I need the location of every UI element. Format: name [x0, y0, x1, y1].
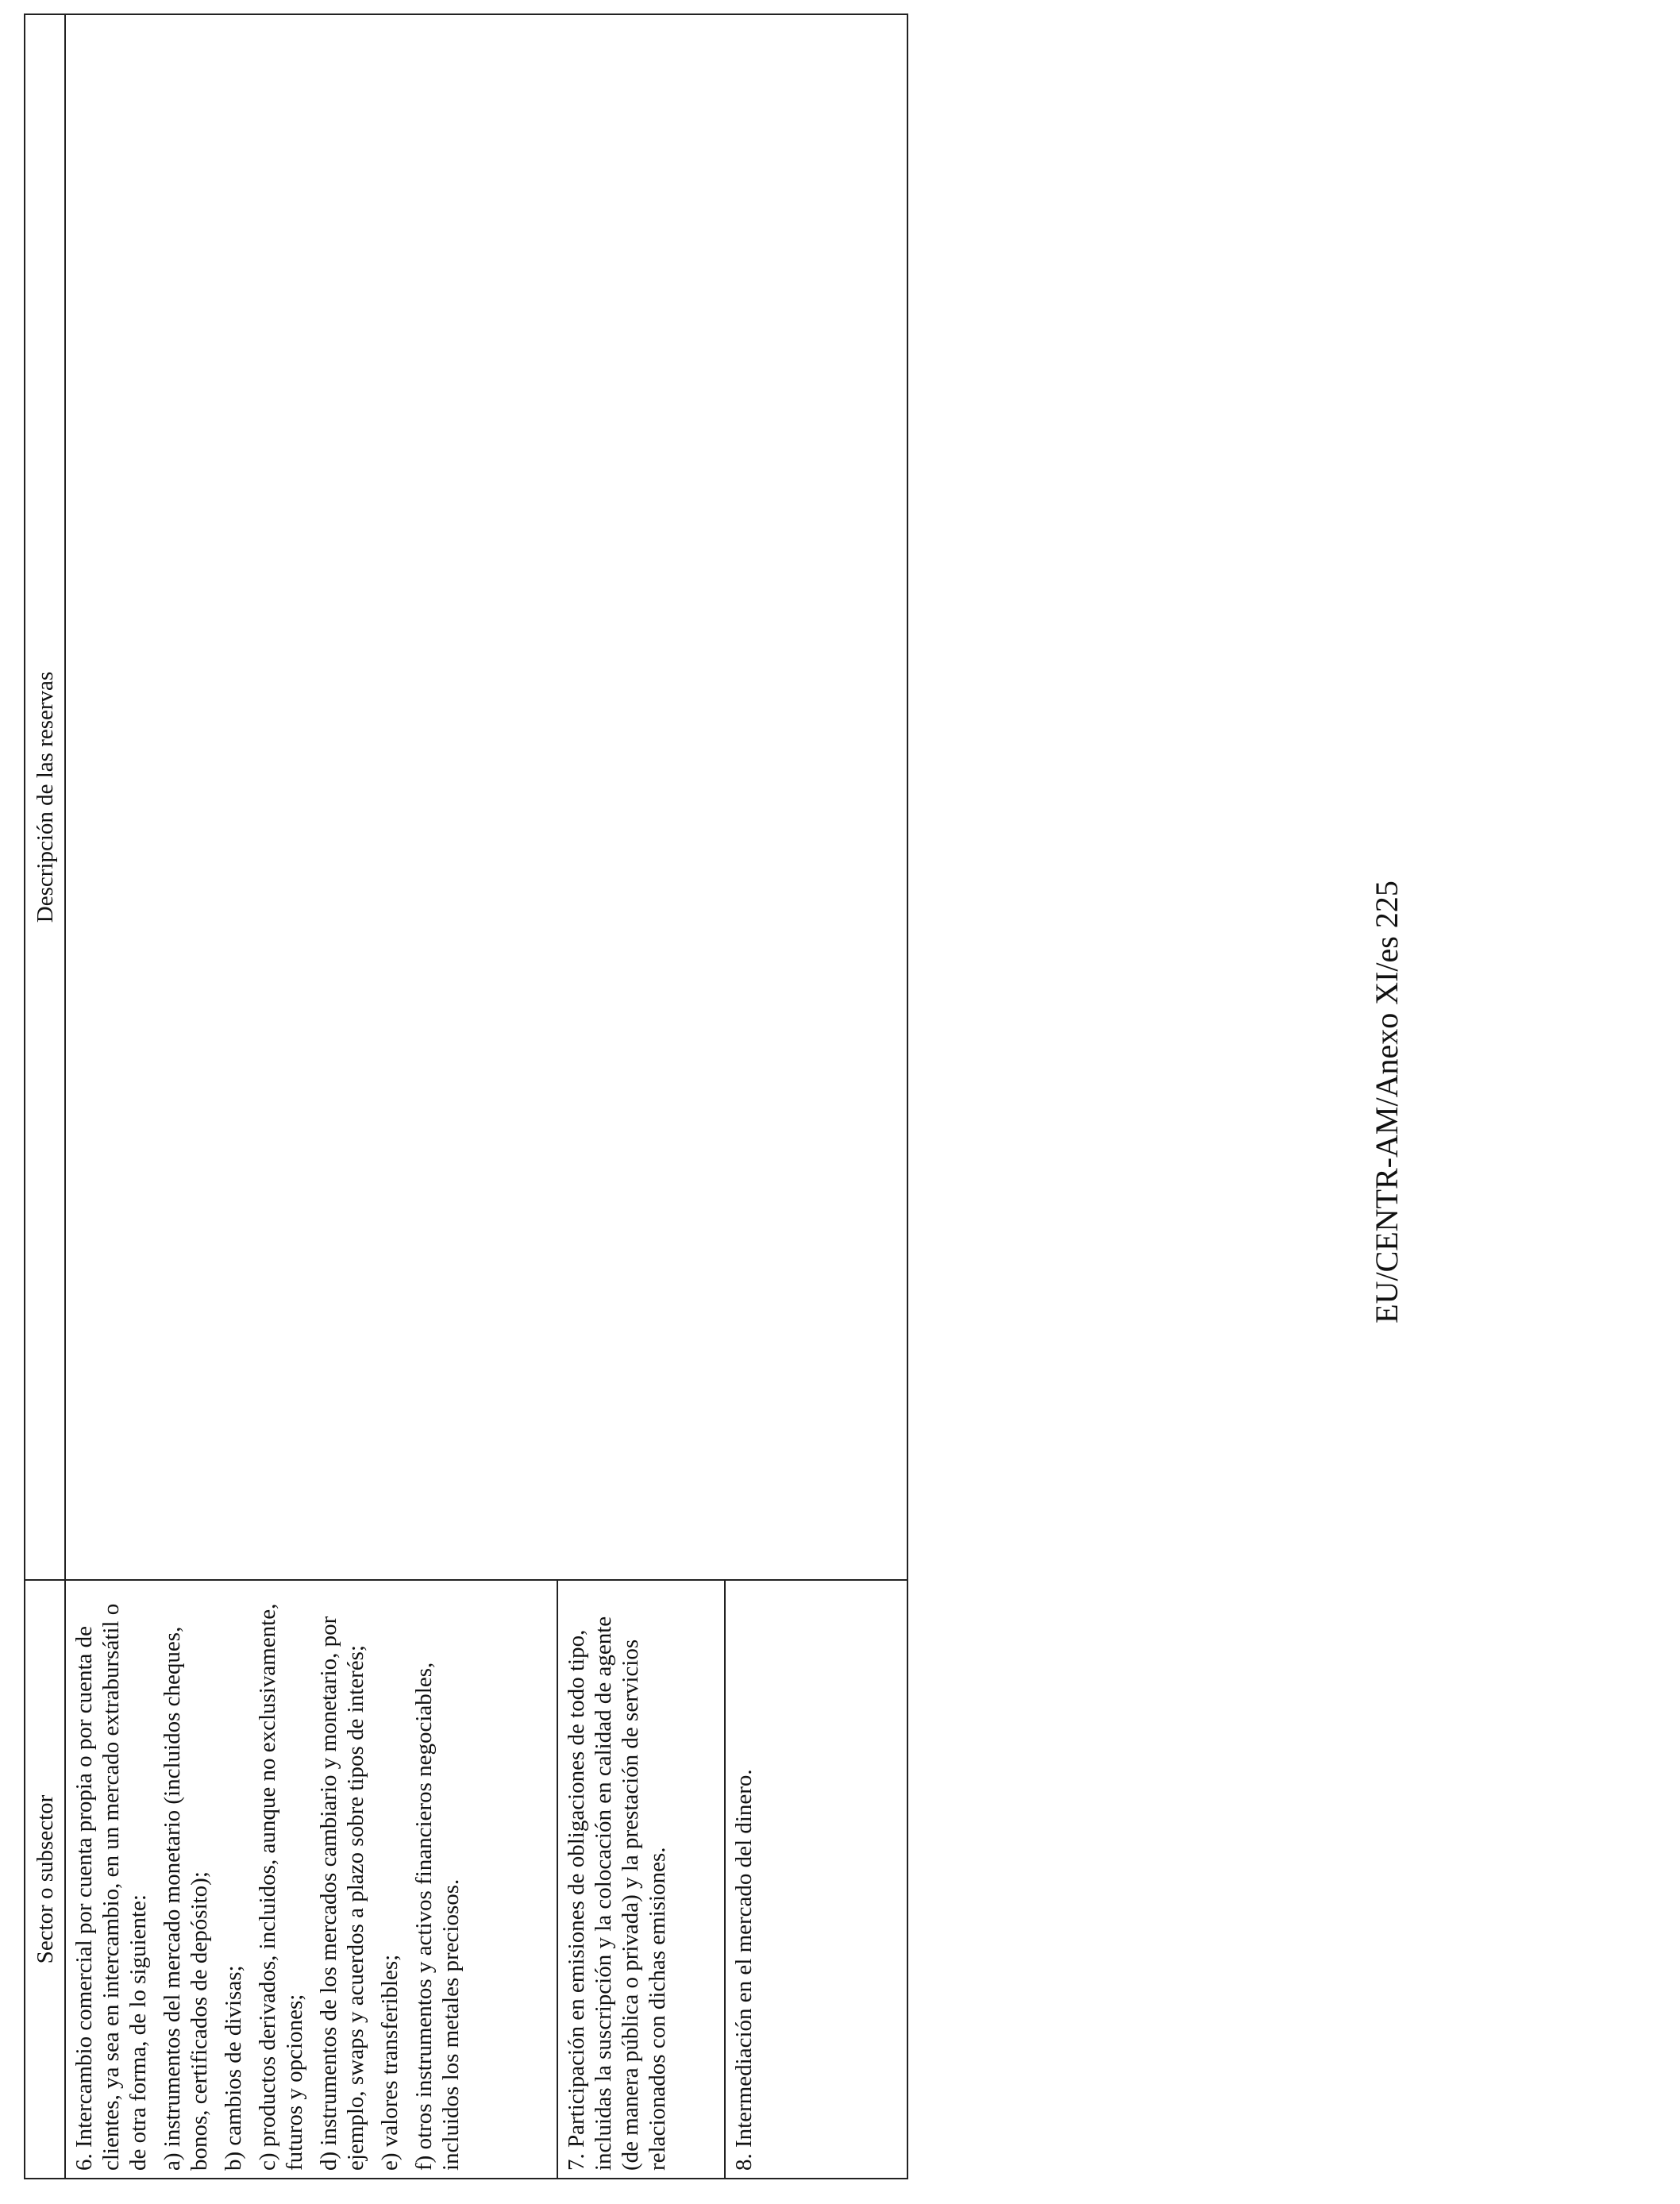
sector-cell-8: [725, 1580, 907, 2179]
sector-8-text: 8. Intermediación en el mercado del dinero.: [731, 1769, 757, 2171]
table-row: [65, 14, 557, 2179]
document-identifier: EU/CENTR-AM/Anexo XI/es 225: [1369, 880, 1404, 1324]
header-description: Descripción de las reservas: [25, 14, 65, 1580]
sector-6-item-f: f) otros instrumentos y activos financieros negociables, incluidos los metales preciosos.: [411, 1662, 464, 2171]
sector-7-text: 7. Participación en emisiones de obligaciones de todo tipo, incluidas la suscripción y la colocación en calidad de agente (de manera pública o privada) y la prestación de servicios relacionados con dichas emisiones.: [564, 1616, 670, 2171]
header-sector: Sector o subsector: [25, 1580, 65, 2179]
sector-6-item-b: b) cambios de divisas;: [221, 1965, 246, 2171]
sector-6-intro: 6. Intercambio comercial por cuenta propia o por cuenta de clientes, ya sea en intercambio, en un mercado extrabursátil o de otra forma, de lo siguiente:: [71, 1603, 151, 2171]
reservations-table: [24, 13, 908, 2179]
sector-cell-7: [557, 1580, 725, 2179]
sector-6-item-e: e) valores transferibles;: [377, 1954, 403, 2171]
sector-6-item-a: a) instrumentos del mercado monetario (incluidos cheques, bonos, certificados de depósito);: [160, 1626, 212, 2171]
sector-cell-6: [65, 1580, 557, 2179]
table-header-row: [25, 14, 65, 2179]
reservations-description-cell: [65, 14, 907, 1580]
sector-6-item-c: c) productos derivados, incluidos, aunque no exclusivamente, futuros y opciones;: [255, 1603, 307, 2171]
sector-6-item-d: d) instrumentos de los mercados cambiario y monetario, por ejemplo, swaps y acuerdos a plazo sobre tipos de interés;: [316, 1616, 368, 2171]
